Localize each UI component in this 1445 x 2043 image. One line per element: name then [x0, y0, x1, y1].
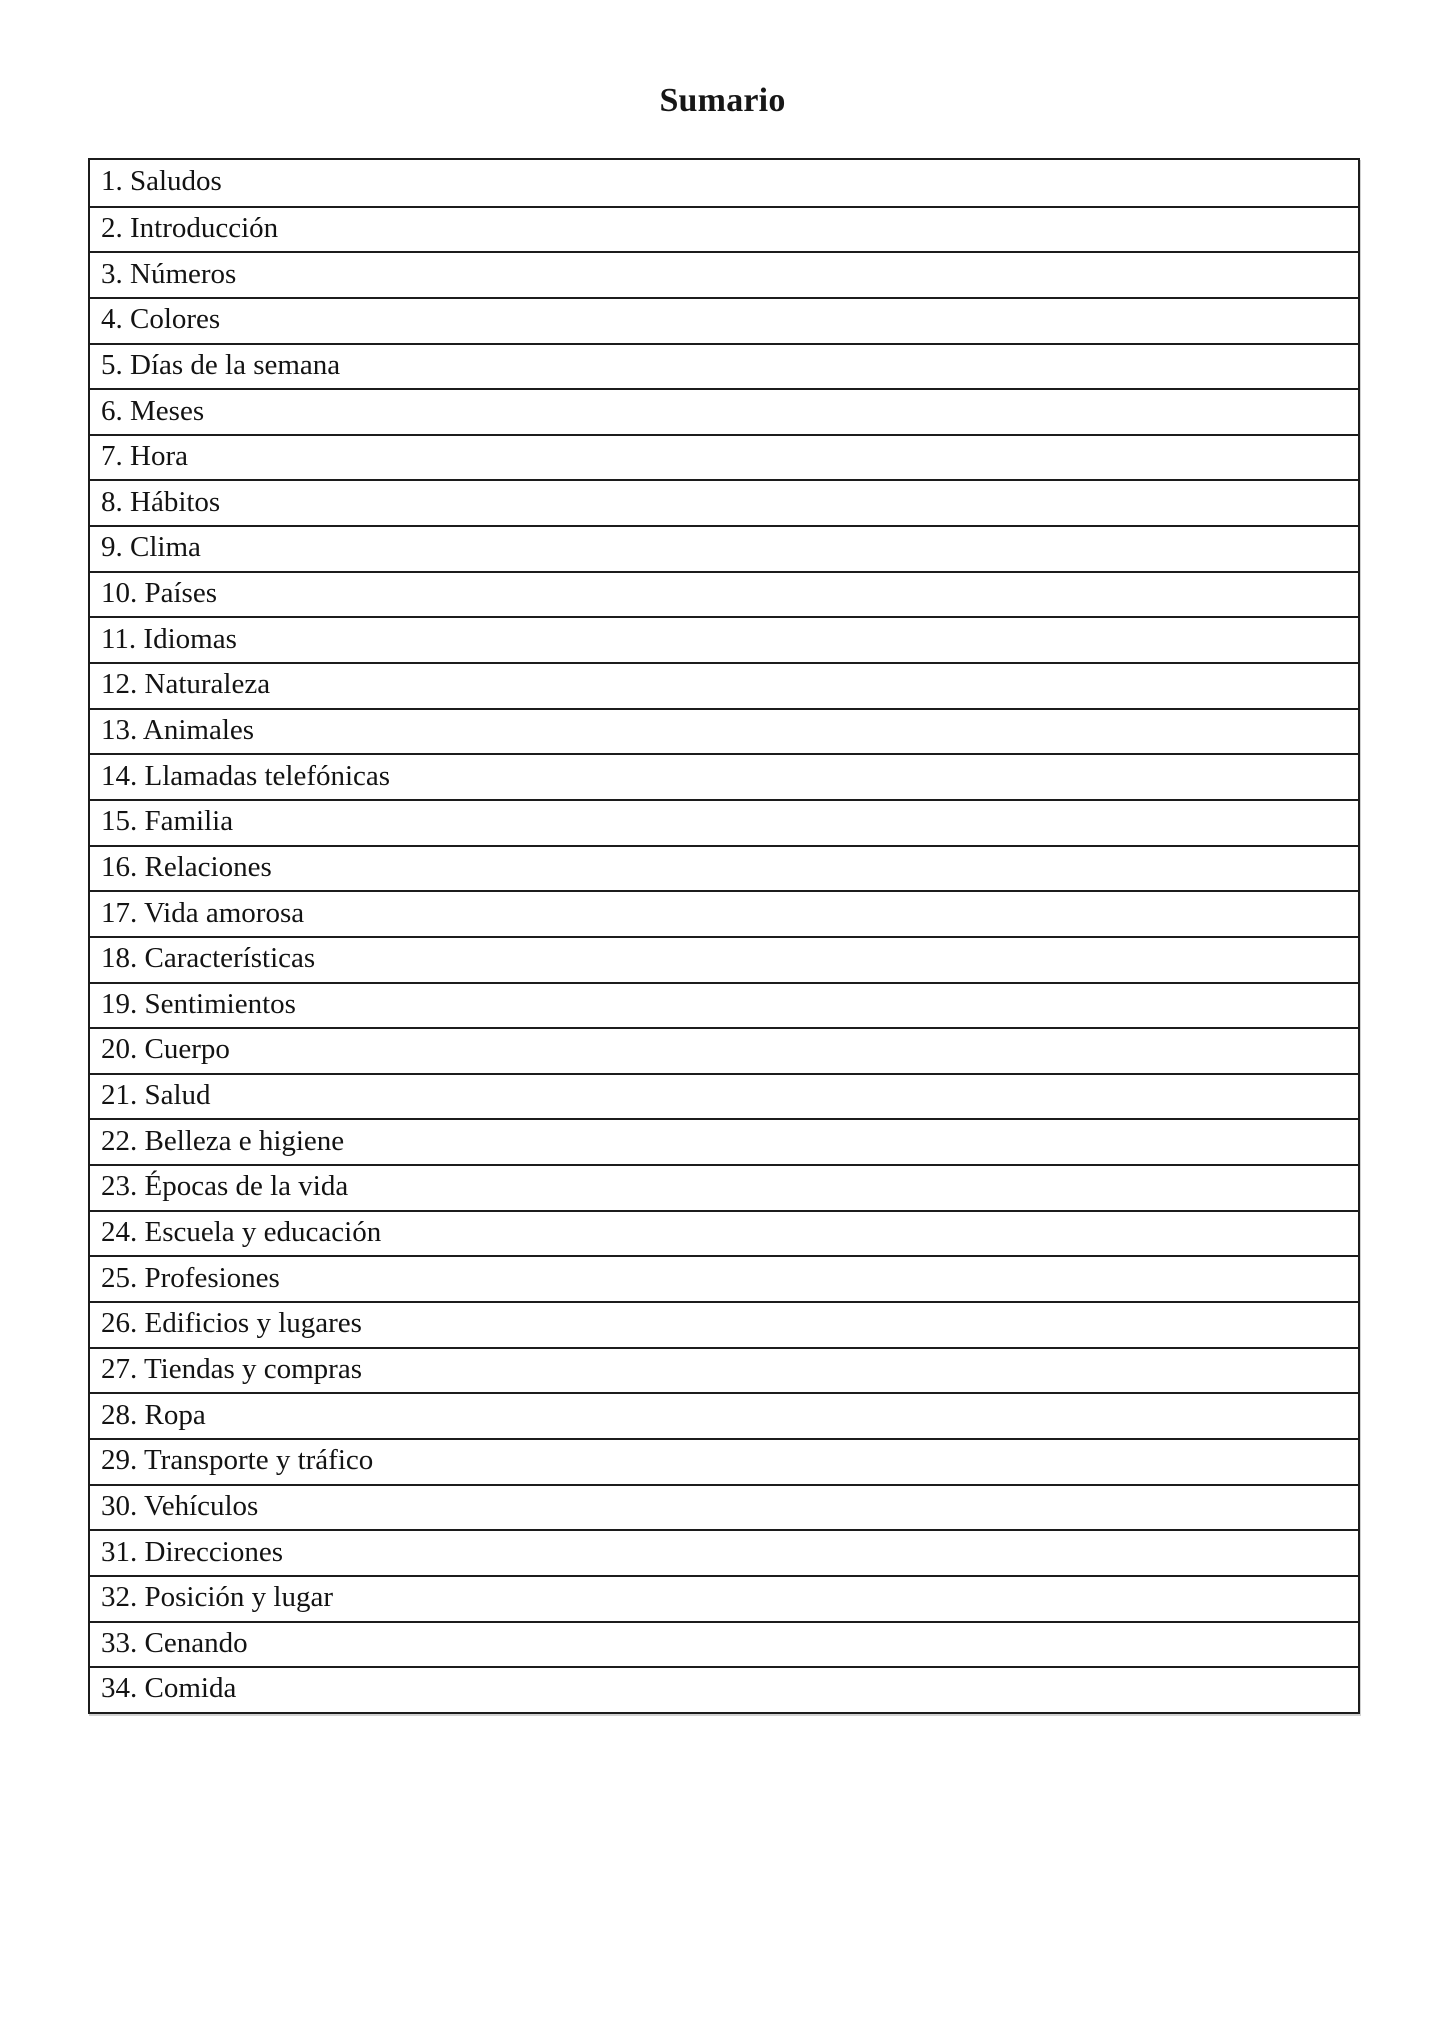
toc-row-label: 7. Hora	[101, 440, 188, 473]
toc-table	[88, 158, 1360, 1714]
toc-row-label: 1. Saludos	[101, 165, 222, 198]
toc-row	[90, 525, 1358, 571]
toc-row	[90, 571, 1358, 617]
toc-row-label: 10. Países	[101, 577, 217, 610]
toc-row-label: 21. Salud	[101, 1079, 211, 1112]
toc-row	[90, 479, 1358, 525]
toc-row-label: 28. Ropa	[101, 1398, 206, 1431]
toc-row	[90, 206, 1358, 252]
toc-row	[90, 616, 1358, 662]
toc-row	[90, 1438, 1358, 1484]
toc-row	[90, 845, 1358, 891]
toc-row	[90, 1575, 1358, 1621]
toc-row-label: 34. Comida	[101, 1672, 237, 1705]
toc-row	[90, 1164, 1358, 1210]
toc-row-label: 22. Belleza e higiene	[101, 1124, 345, 1157]
toc-row-label: 8. Hábitos	[101, 485, 221, 518]
toc-row-label: 33. Cenando	[101, 1626, 248, 1659]
toc-row-label: 2. Introducción	[101, 211, 279, 244]
toc-row-label: 16. Relaciones	[101, 850, 272, 883]
toc-row-label: 31. Direcciones	[101, 1535, 283, 1568]
toc-row	[90, 1347, 1358, 1393]
toc-row	[90, 890, 1358, 936]
toc-row	[90, 1392, 1358, 1438]
toc-row-label: 27. Tiendas y compras	[101, 1352, 362, 1385]
toc-row-label: 30. Vehículos	[101, 1489, 259, 1522]
toc-row	[90, 1529, 1358, 1575]
toc-row-label: 6. Meses	[101, 394, 205, 427]
toc-row-label: 23. Épocas de la vida	[101, 1170, 349, 1203]
toc-row	[90, 160, 1358, 206]
toc-row	[90, 388, 1358, 434]
toc-row-label: 17. Vida amorosa	[101, 896, 305, 929]
toc-row-label: 3. Números	[101, 257, 237, 290]
toc-row-label: 24. Escuela y educación	[101, 1216, 382, 1249]
toc-row-label: 4. Colores	[101, 303, 221, 336]
page-title: Sumario	[659, 82, 786, 119]
toc-row	[90, 434, 1358, 480]
toc-row	[90, 1484, 1358, 1530]
toc-row-label: 32. Posición y lugar	[101, 1581, 333, 1614]
toc-row-label: 12. Naturaleza	[101, 668, 271, 701]
toc-row-label: 25. Profesiones	[101, 1261, 280, 1294]
toc-row	[90, 1210, 1358, 1256]
toc-row-label: 11. Idiomas	[101, 622, 237, 655]
toc-row-label: 9. Clima	[101, 531, 201, 564]
toc-row-label: 26. Edificios y lugares	[101, 1307, 362, 1340]
toc-row-label: 15. Familia	[101, 805, 234, 838]
toc-row	[90, 1118, 1358, 1164]
toc-row	[90, 708, 1358, 754]
toc-row-label: 19. Sentimientos	[101, 987, 296, 1020]
toc-row	[90, 936, 1358, 982]
toc-row	[90, 799, 1358, 845]
toc-row	[90, 251, 1358, 297]
toc-row	[90, 662, 1358, 708]
toc-row	[90, 1027, 1358, 1073]
toc-row-label: 14. Llamadas telefónicas	[101, 759, 391, 792]
toc-row	[90, 343, 1358, 389]
toc-row	[90, 1666, 1358, 1712]
toc-row-label: 29. Transporte y tráfico	[101, 1444, 374, 1477]
toc-row	[90, 1073, 1358, 1119]
toc-row-label: 13. Animales	[101, 714, 255, 746]
toc-row-label: 20. Cuerpo	[101, 1033, 230, 1066]
toc-row	[90, 1621, 1358, 1667]
toc-row	[90, 982, 1358, 1028]
toc-row-label: 18. Características	[101, 942, 316, 975]
toc-row	[90, 1255, 1358, 1301]
toc-row-label: 5. Días de la semana	[101, 348, 341, 381]
toc-row	[90, 1301, 1358, 1347]
toc-row	[90, 753, 1358, 799]
toc-row	[90, 297, 1358, 343]
